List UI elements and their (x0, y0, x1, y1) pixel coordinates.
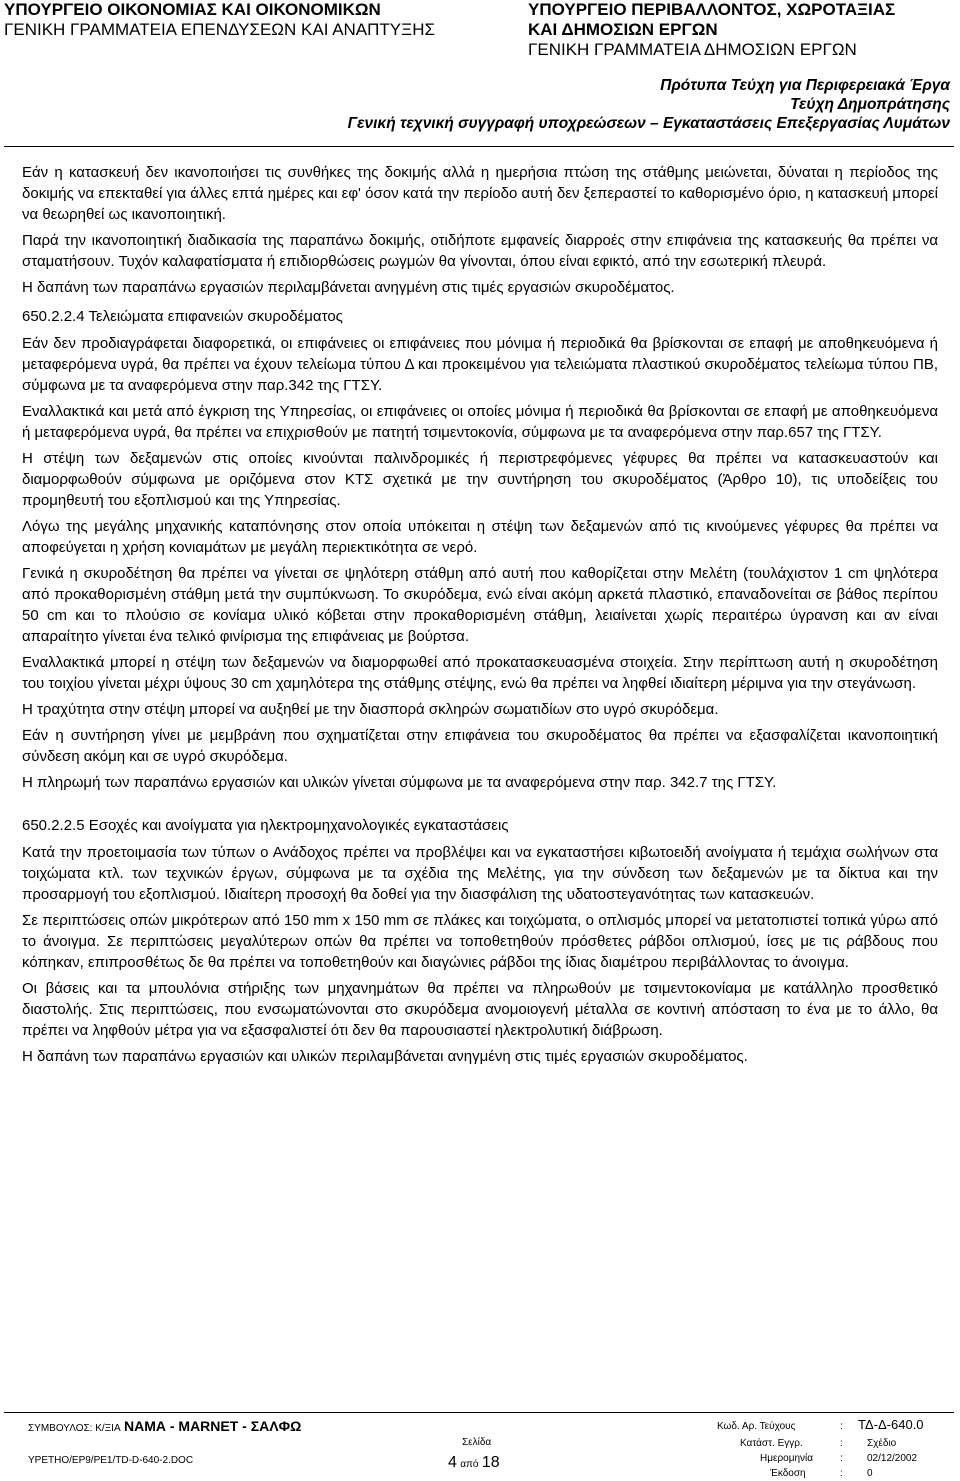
consultant-label: ΣΥΜΒΟΥΛΟΣ: Κ/ΞΙΑ (28, 1423, 121, 1434)
secretariat-public-works: ΓΕΝΙΚΗ ΓΡΑΜΜΑΤΕΙΑ ΔΗΜΟΣΙΩΝ ΕΡΓΩΝ (528, 40, 857, 59)
paragraph: Παρά την ικανοποιητική διαδικασία της παραπάνω δοκιμής, οτιδήποτε εμφανείς διαρροές στην επιφάνεια της κατασκευής θα πρέπει να σταματήσουν. Τυχόν καλαφατίσματα ή επιδιορθώσεις ρωγμών θα γίνονται, όπου είναι εφικτό, από την εσωτερική πλευρά. (22, 232, 938, 270)
edition-label: Έκδοση (770, 1468, 806, 1479)
paragraph: Η στέψη των δεξαμενών στις οποίες κινούνται παλινδρομικές ή περιστρεφόμενες γέφυρες θα πρέπει να κατασκευαστούν και διαμορφωθούν σύμφωνα με οριζόμενα στον ΚΤΣ σχετικά με την συντήρηση του σκυροδέματος (Άρθρο 10), τις υποδείξεις του προμηθευτή του εξοπλισμού και της Υπηρεσίας. (22, 450, 938, 509)
paragraph: Εάν η συντήρηση γίνει με μεμβράνη που σχηματίζεται στην επιφάνεια του σκυροδέματος θα πρέπει να εξασφαλίζεται ικανοποιητική σύνδεση ακόμη και σε υγρό σκυρόδεμα. (22, 727, 938, 765)
page-label: Σελίδα (462, 1437, 492, 1448)
date-label: Ημερομηνία (760, 1453, 814, 1464)
header-divider (4, 146, 954, 147)
date-colon: : (840, 1453, 843, 1464)
subtitle-series: Πρότυπα Τεύχη για Περιφερειακά Έργα (660, 77, 950, 94)
secretariat-investments: ΓΕΝΙΚΗ ΓΡΑΜΜΑΤΕΙΑ ΕΠΕΝΔΥΣΕΩΝ ΚΑΙ ΑΝΑΠΤΥΞΗΣ (4, 20, 435, 39)
paragraph: Κατά την προετοιμασία των τύπων ο Ανάδοχος πρέπει να προβλέψει και να εγκαταστήσει κιβωτοειδή ανοίγματα ή τεμάχια σωλήνων στα τοιχώματα κτλ. των τεχνικών έργων, σύμφωνα με τα σχέδια της Μελέτης, για την σύνδεση των δεξαμενών με τα δίκτυα και την προσαρμογή του εξοπλισμού. Ιδιαίτερη προσοχή θα δοθεί για την διασφάλιση της υδατοστεγανότητας των κατασκευών. (22, 844, 938, 903)
paragraph: Εναλλακτικά μπορεί η στέψη των δεξαμενών να διαμορφωθεί από προκατασκευασμένα στοιχεία. Στην περίπτωση αυτή η σκυροδέτηση του τοιχίου γίνεται μέχρι ύψους 30 cm χαμηλότερα της στάθμης στέψης, ενώ θα πρέπει να ληφθεί ιδιαίτερη μέριμνα για την στεγάνωση. (22, 654, 938, 692)
edition-value: 0 (867, 1468, 873, 1479)
paragraph: Εάν δεν προδιαγράφεται διαφορετικά, οι επιφάνειες οι επιφάνειες που μόνιμα ή περιοδικά θα βρίσκονται σε επαφή με αποθηκευόμενα ή μεταφερόμενα υγρά, θα πρέπει να έχουν τελείωμα τύπου Δ και προκειμένου για τελειώματα πλαστικού σκυροδέματος τελείωμα τύπου ΠΒ, σύμφωνα με τα αναφερόμενα στην παρ.342 της ΓΤΣΥ. (22, 335, 938, 394)
status-label: Κατάστ. Εγγρ. (740, 1438, 803, 1449)
file-name: ΥΡΕΤΗΟ/ΕΡ9/ΡΕ1/TD-D-640-2.DOC (28, 1455, 194, 1466)
section-heading: 650.2.2.5 Εσοχές και ανοίγματα για ηλεκτρομηχανολογικές εγκαταστάσεις (22, 817, 509, 834)
paragraph: Οι βάσεις και τα μπουλόνια στήριξης των μηχανημάτων θα πρέπει να πληρωθούν με τσιμεντοκονίαμα με κατάλληλο προσθετικό διαστολής. Στις περιπτώσεις, που ενσωματώνονται στο σκυρόδεμα ανομοιογενή μέταλλα σε κοντινή απόσταση το ένα με το άλλο, θα πρέπει να ληφθούν μέτρα για να εξασφαλιστεί ότι δεν θα παρουσιαστεί ηλεκτρολυτική διάβρωση. (22, 980, 938, 1039)
footer-divider (4, 1412, 954, 1413)
subtitle-section: Γενική τεχνική συγγραφή υποχρεώσεων – Εγκαταστάσεις Επεξεργασίας Λυμάτων (347, 115, 950, 132)
paragraph: Εναλλακτικά και μετά από έγκριση της Υπηρεσίας, οι επιφάνειες οι οποίες μόνιμα ή περιοδικά θα βρίσκονται σε επαφή με αποθηκευόμενα ή μεταφερόμενα υγρά, θα πρέπει να επιχρισθούν με πατητή τσιμεντοκονία, σύμφωνα με τα αναφερόμενα στην παρ.657 της ΓΤΣΥ. (22, 403, 938, 441)
paragraph: Εάν η κατασκευή δεν ικανοποιήσει τις συνθήκες της δοκιμής αλλά η ημερήσια πτώση της στάθμης μειώνεται, δύναται η περίοδος της δοκιμής να επεκταθεί για άλλες επτά ημέρες και εφ' όσον κατά την περίοδο αυτή δεν ξεπεραστεί το καθορισμένο όριο, η κατασκευή μπορεί να θεωρηθεί ως ικανοποιητική. (22, 164, 938, 223)
page-number: 4 (448, 1454, 457, 1471)
document-subtitle (348, 76, 950, 133)
section-heading: 650.2.2.4 Τελειώματα επιφανειών σκυροδέματος (22, 308, 343, 325)
status-value: Σχέδιο (867, 1438, 897, 1449)
page-of: από (460, 1459, 479, 1470)
page-counter (448, 1456, 500, 1472)
page-total: 18 (481, 1454, 500, 1471)
paragraph: Λόγω της μεγάλης μηχανικής καταπόνησης στον οποία υπόκειται η στέψη των δεξαμενών από τις κινούμενες γέφυρες θα πρέπει να αποφεύγεται η χρήση κονιαμάτων με μεγάλη περιεκτικότητα σε νερό. (22, 518, 938, 556)
consultant-name: ΝΑΜΑ - MARNET - ΣΑΛΦΩ (123, 1418, 302, 1434)
subtitle-volume: Τεύχη Δημοπράτησης (790, 96, 950, 113)
doc-code-colon: : (840, 1421, 843, 1432)
status-colon: : (840, 1438, 843, 1449)
paragraph: Η τραχύτητα στην στέψη μπορεί να αυξηθεί με την διασπορά σκληρών σωματιδίων στο υγρό σκυρόδεμα. (22, 701, 719, 718)
doc-code-label: Κωδ. Αρ. Τεύχους (717, 1421, 796, 1432)
paragraph: Η δαπάνη των παραπάνω εργασιών και υλικών περιλαμβάνεται ανηγμένη στις τιμές εργασιών σκυροδέματος. (22, 1048, 748, 1065)
header-right (528, 0, 895, 60)
consultant-line (28, 1419, 301, 1436)
paragraph: Η πληρωμή των παραπάνω εργασιών και υλικών γίνεται σύμφωνα με τα αναφερόμενα στην παρ. 342.7 της ΓΤΣΥ. (22, 774, 777, 791)
document-body (22, 162, 938, 1072)
doc-code-value: ΤΔ-Δ-640.0 (858, 1417, 924, 1432)
edition-colon: : (840, 1468, 843, 1479)
ministry-environment: ΥΠΟΥΡΓΕΙΟ ΠΕΡΙΒΑΛΛΟΝΤΟΣ, ΧΩΡΟΤΑΞΙΑΣ (528, 0, 896, 19)
ministry-finance: ΥΠΟΥΡΓΕΙΟ ΟΙΚΟΝΟΜΙΑΣ ΚΑΙ ΟΙΚΟΝΟΜΙΚΩΝ (4, 0, 381, 19)
ministry-environment-cont: ΚΑΙ ΔΗΜΟΣΙΩΝ ΕΡΓΩΝ (528, 20, 718, 39)
date-value: 02/12/2002 (867, 1453, 918, 1464)
paragraph: Η δαπάνη των παραπάνω εργασιών περιλαμβάνεται ανηγμένη στις τιμές εργασιών σκυροδέματος. (22, 279, 675, 296)
header-left (4, 0, 435, 40)
paragraph: Γενικά η σκυροδέτηση θα πρέπει να γίνεται σε ψηλότερη στάθμη από αυτή που καθορίζεται στην Μελέτη (τουλάχιστον 1 cm ψηλότερα από προκαθορισμένη στάθμη μετά την συμπύκνωση. Το σκυρόδεμα, ενώ είναι ακόμη αρκετά πλαστικό, επαναδονείται σε βάθος περίπου 50 cm και το πλούσιο σε κονίαμα υλικό κόβεται στην προκαθορισμένη στάθμη, λειαίνεται χωρίς περαιτέρω ύγρανση και αν είναι απαραίτητο γίνεται ένα τελικό φινίρισμα της επιφάνειας με βούρτσα. (22, 565, 938, 645)
paragraph: Σε περιπτώσεις οπών μικρότερων από 150 mm x 150 mm σε πλάκες και τοιχώματα, ο οπλισμός μπορεί να μετατοπιστεί τοπικά γύρω από το άνοιγμα. Σε περιπτώσεις μεγαλύτερων οπών θα πρέπει να τοποθετηθούν πρόσθετες ράβδοι οπλισμού, ίσες με τις ράβδους που κόπηκαν, επιπροσθέτως δε θα πρέπει να τοποθετηθούν και διαγώνιες ράβδοι της ίδιας διαμέτρου περιβάλλοντας το άνοιγμα. (22, 912, 938, 971)
